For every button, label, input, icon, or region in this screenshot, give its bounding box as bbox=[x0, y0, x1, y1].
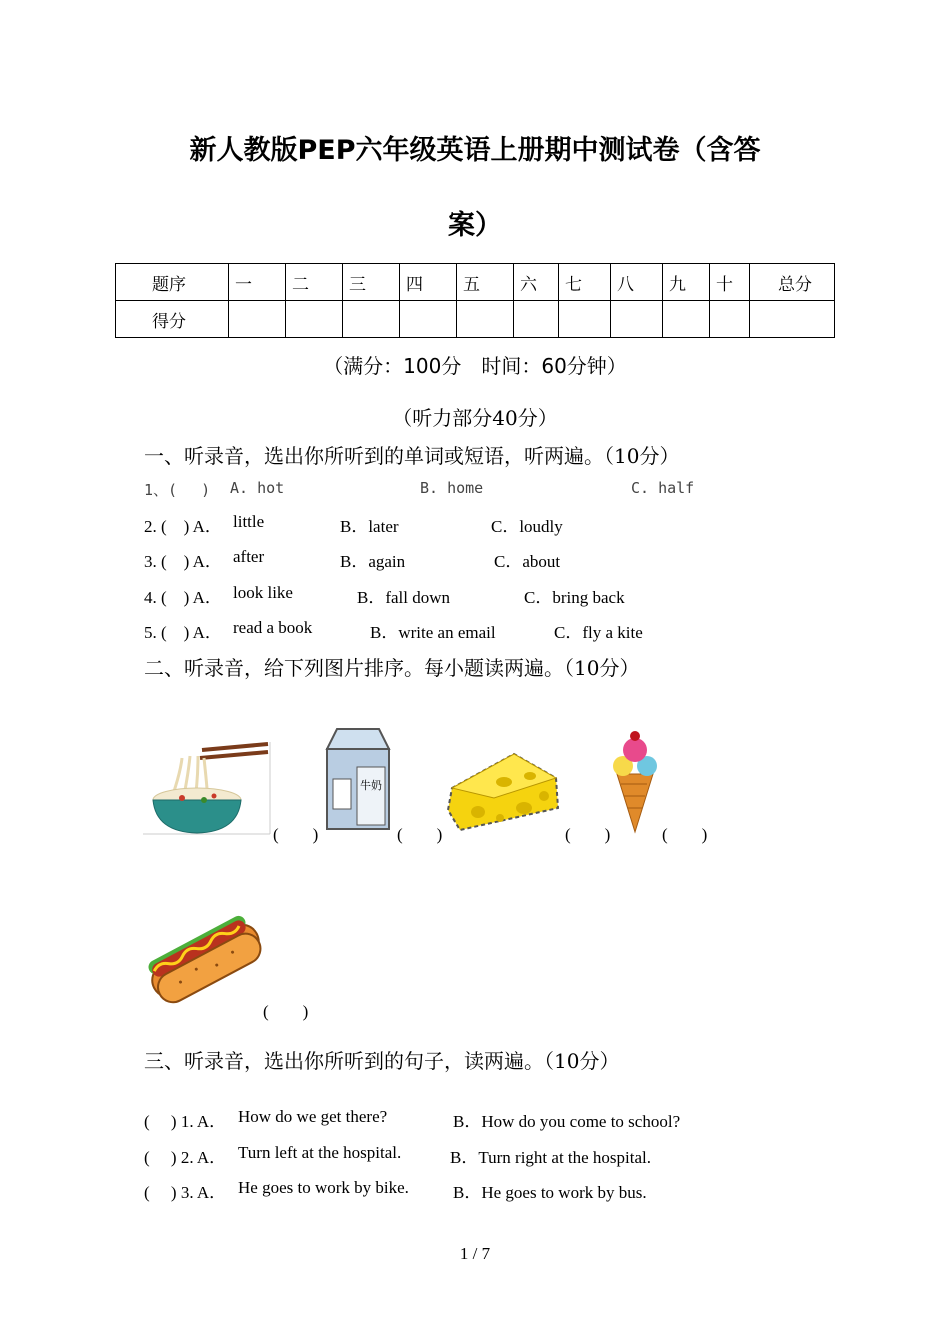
score-header-cell: 二 bbox=[286, 264, 343, 301]
s1-q4-prefix: 4. ( ) A． bbox=[144, 588, 222, 607]
score-cell[interactable] bbox=[286, 301, 343, 338]
s3-q3-option-b: B．He goes to work by bus. bbox=[453, 1183, 647, 1202]
score-table-score-row bbox=[116, 301, 835, 338]
s3-q1-option-a: How do we get there? bbox=[238, 1107, 388, 1126]
score-table-header-row bbox=[116, 264, 835, 301]
s1-q3-option-a: after bbox=[233, 547, 265, 566]
score-header-cell: 九 bbox=[663, 264, 710, 301]
s1-q2-prefix: 2. ( ) A． bbox=[144, 517, 222, 536]
s1-q5-option-c: C．fly a kite bbox=[554, 623, 643, 642]
s3-q1-prefix: ( ) 1. A． bbox=[144, 1112, 227, 1131]
score-cell[interactable] bbox=[663, 301, 710, 338]
s1-q5-option-a: read a book bbox=[233, 618, 313, 637]
score-cell[interactable] bbox=[457, 301, 514, 338]
section2-heading: 二、听录音，给下列图片排序。每小题读两遍。（10分） bbox=[144, 656, 640, 680]
s3-q3-option-a: He goes to work by bike. bbox=[238, 1178, 409, 1197]
hot-dog-image bbox=[143, 906, 267, 1014]
page-number: 1 / 7 bbox=[459, 1244, 491, 1263]
score-header-cell: 三 bbox=[343, 264, 400, 301]
noodles-image bbox=[142, 738, 272, 836]
s2-answer-blank-1[interactable]: ( ) bbox=[273, 825, 319, 844]
score-header-cell: 总分 bbox=[750, 264, 835, 301]
cheese-image bbox=[444, 748, 564, 834]
score-header-cell: 十 bbox=[710, 264, 750, 301]
score-header-cell: 一 bbox=[229, 264, 286, 301]
score-cell[interactable] bbox=[229, 301, 286, 338]
s1-q2-option-b: B．later bbox=[340, 517, 399, 536]
section1-heading: 一、听录音，选出你所听到的单词或短语，听两遍。（10分） bbox=[144, 444, 680, 468]
s1-q4-option-b: B．fall down bbox=[357, 588, 451, 607]
score-cell[interactable] bbox=[559, 301, 611, 338]
s1-q1-option-c: C. half bbox=[631, 479, 695, 497]
s3-q2-option-b: B．Turn right at the hospital. bbox=[450, 1148, 652, 1167]
s1-q2-option-a: little bbox=[233, 512, 265, 531]
s1-q4-option-c: C．bring back bbox=[524, 588, 625, 607]
s1-q1-prefix: 1、( ) bbox=[144, 481, 211, 499]
exam-meta: （满分：100分 时间：60分钟） bbox=[323, 354, 627, 378]
s2-answer-blank-3[interactable]: ( ) bbox=[565, 825, 611, 844]
score-cell[interactable] bbox=[514, 301, 559, 338]
s1-q4-option-a: look like bbox=[233, 583, 293, 602]
score-cell[interactable] bbox=[343, 301, 400, 338]
s1-q1-option-a: A. hot bbox=[230, 479, 285, 497]
score-row-label: 得分 bbox=[116, 301, 229, 338]
s1-q3-option-b: B．again bbox=[340, 552, 406, 571]
milk-carton-image bbox=[323, 727, 393, 833]
score-cell[interactable] bbox=[710, 301, 750, 338]
score-cell[interactable] bbox=[611, 301, 663, 338]
s1-q2-option-c: C．loudly bbox=[491, 517, 563, 536]
s3-q2-prefix: ( ) 2. A． bbox=[144, 1148, 227, 1167]
s1-q1-option-b: B. home bbox=[420, 479, 484, 497]
s1-q5-option-b: B．write an email bbox=[370, 623, 496, 642]
score-header-cell: 题序 bbox=[116, 264, 229, 301]
ice-cream-image bbox=[607, 728, 663, 834]
score-header-cell: 八 bbox=[611, 264, 663, 301]
milk-label-char-1: 牛奶 bbox=[360, 779, 382, 792]
score-cell[interactable] bbox=[750, 301, 835, 338]
score-header-cell: 四 bbox=[400, 264, 457, 301]
score-table bbox=[115, 263, 835, 338]
page-title-line2: 案） bbox=[448, 210, 502, 241]
s2-answer-blank-4[interactable]: ( ) bbox=[662, 825, 708, 844]
score-header-cell: 五 bbox=[457, 264, 514, 301]
section3-heading: 三、听录音，选出你所听到的句子，读两遍。（10分） bbox=[144, 1049, 620, 1073]
listening-part-label: （听力部分40分） bbox=[392, 406, 558, 430]
s2-answer-blank-2[interactable]: ( ) bbox=[397, 825, 443, 844]
s2-answer-blank-5[interactable]: ( ) bbox=[263, 1002, 309, 1021]
score-cell[interactable] bbox=[400, 301, 457, 338]
score-header-cell: 七 bbox=[559, 264, 611, 301]
s1-q5-prefix: 5. ( ) A． bbox=[144, 623, 222, 642]
score-header-cell: 六 bbox=[514, 264, 559, 301]
s1-q3-prefix: 3. ( ) A． bbox=[144, 552, 222, 571]
page-title-line1: 新人教版PEP六年级英语上册期中测试卷（含答 bbox=[189, 135, 761, 166]
s3-q3-prefix: ( ) 3. A． bbox=[144, 1183, 227, 1202]
s3-q1-option-b: B．How do you come to school? bbox=[453, 1112, 681, 1131]
s3-q2-option-a: Turn left at the hospital. bbox=[238, 1143, 402, 1162]
s1-q3-option-c: C．about bbox=[494, 552, 561, 571]
